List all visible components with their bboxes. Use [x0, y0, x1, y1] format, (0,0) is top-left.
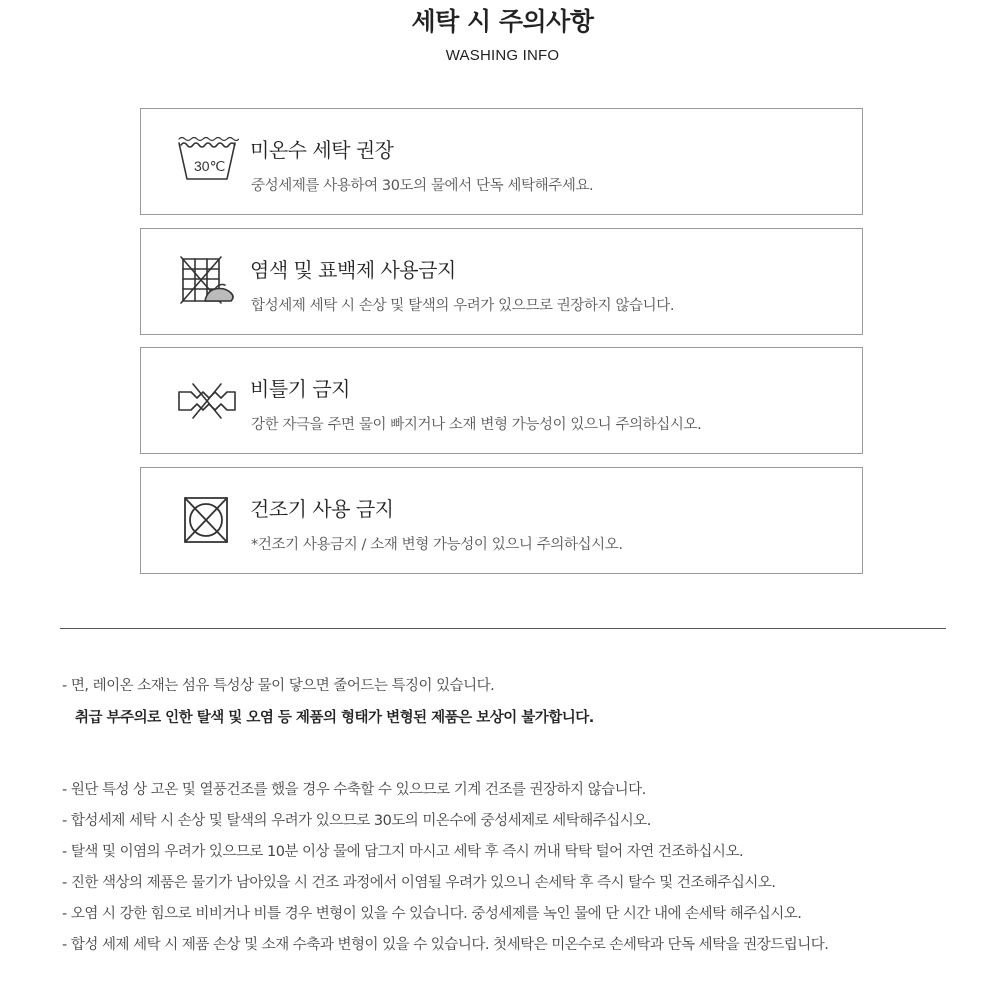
wash-30c-icon [175, 131, 239, 191]
no-bleach-dye-icon [175, 251, 239, 311]
care-card-no-dryer [140, 467, 863, 574]
card-title: 건조기 사용 금지 [250, 497, 394, 521]
page-subtitle: WASHING INFO [445, 47, 560, 64]
care-card-no-bleach [140, 228, 863, 335]
note-intro: - 면, 레이온 소재는 섬유 특성상 물이 닿으면 줄어드는 특징이 있습니다. [62, 678, 495, 694]
card-desc: 중성세제를 사용하여 30도의 물에서 단독 세탁해주세요. [251, 178, 594, 194]
note-item: - 오염 시 강한 힘으로 비비거나 비틀 경우 변형이 있을 수 있습니다. 중성세제를 녹인 물에 단 시간 내에 손세탁 해주십시오. [62, 906, 802, 922]
card-title: 염색 및 표백제 사용금지 [250, 258, 456, 282]
card-title: 미온수 세탁 권장 [250, 138, 394, 162]
note-item: - 진한 색상의 제품은 물기가 남아있을 시 건조 과정에서 이염될 우려가 있으니 손세탁 후 즉시 탈수 및 건조해주십시오. [62, 875, 776, 891]
section-divider [60, 628, 946, 629]
wash-temp-label: 30℃ [194, 158, 226, 174]
care-card-wash-30 [140, 108, 863, 215]
card-desc: *건조기 사용금지 / 소재 변형 가능성이 있으니 주의하십시오. [251, 537, 623, 553]
note-item: - 원단 특성 상 고온 및 열풍건조를 했을 경우 수축할 수 있으므로 기계 건조를 권장하지 않습니다. [62, 782, 646, 798]
note-item: - 합성 세제 세탁 시 제품 손상 및 소재 수축과 변형이 있을 수 있습니다. 첫세탁은 미온수로 손세탁과 단독 세탁을 권장드립니다. [62, 937, 829, 953]
note-item: - 탈색 및 이염의 우려가 있으므로 10분 이상 물에 담그지 마시고 세탁 후 즉시 꺼내 탁탁 털어 자연 건조하십시오. [62, 844, 744, 860]
page-title: 세탁 시 주의사항 [411, 7, 594, 36]
no-tumble-dry-icon [175, 490, 239, 550]
card-desc: 강한 자극을 주면 물이 빠지거나 소재 변형 가능성이 있으니 주의하십시오. [251, 417, 702, 433]
card-desc: 합성세제 세탁 시 손상 및 탈색의 우려가 있으므로 권장하지 않습니다. [251, 298, 675, 314]
care-notes [62, 676, 962, 955]
card-title: 비틀기 금지 [250, 377, 350, 401]
no-wring-icon [175, 370, 239, 430]
care-card-no-wring [140, 347, 863, 454]
note-item: - 합성세제 세탁 시 손상 및 탈색의 우려가 있으므로 30도의 미온수에 중성세제로 세탁해주십시오. [62, 813, 651, 829]
note-warning: 취급 부주의로 인한 탈색 및 오염 등 제품의 형태가 변형된 제품은 보상이 불가합니다. [75, 710, 594, 726]
